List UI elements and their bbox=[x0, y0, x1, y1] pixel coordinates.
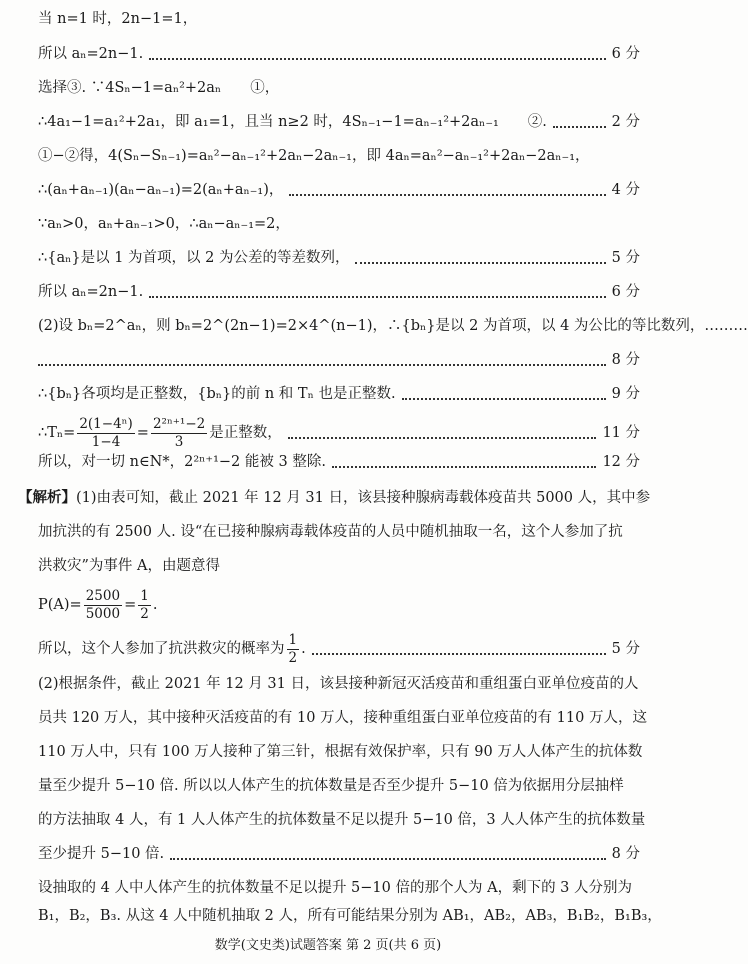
text-line: ∴{aₙ}是以 1 为首项，以 2 为公差的等差数列， 5 分 bbox=[38, 247, 640, 269]
text-line: 至少提升 5−10 倍. 8 分 bbox=[38, 843, 640, 865]
text-line: (2)设 bₙ=2^aₙ，则 bₙ=2^(2n−1)=2×4^(n−1)，∴{bₙ}是以 2 为首项，以 4 为公比的等比数列，……… bbox=[38, 318, 748, 334]
question-18-header: 【解析】 (1)由表可知，截止 2021 年 12 月 31 日，该县接种腺病毒载体疫苗共 5000 人，其中参 bbox=[18, 489, 651, 506]
text-line: 加抗洪的有 2500 人. 设“在已接种腺病毒载体疫苗的人员中随机抽取一名，这个人参加了抗 bbox=[38, 524, 623, 540]
text-line: 所以 aₙ=2n−1. 6 分 bbox=[38, 43, 640, 65]
fraction: $\frac{\text{2²ⁿ⁺¹−2}}{3}$ bbox=[152, 415, 206, 450]
leader-dots bbox=[149, 295, 605, 298]
text-line: 员共 120 万人，其中接种灭活疫苗的有 10 万人，接种重组蛋白亚单位疫苗的有 110 万人，这 bbox=[38, 710, 647, 726]
text-line: 当 n=1 时，2n−1=1， bbox=[38, 11, 198, 27]
text-line: 的方法抽取 4 人，有 1 人人体产生的抗体数量不足以提升 5−10 倍，3 人人体产生的抗体数量 bbox=[38, 812, 646, 828]
formula-line: ∴Tₙ= $\frac{\text{2(1−4ⁿ)}}{1-4}$ = $\frac{\text{2²ⁿ⁺¹−2}}{3}$ 是正整数， 11 分 bbox=[38, 415, 640, 450]
score: 8 分 bbox=[611, 846, 640, 862]
fraction: $\frac{1}{2}$ bbox=[288, 631, 298, 666]
leader-dots bbox=[332, 465, 597, 468]
score: 6 分 bbox=[611, 46, 640, 62]
score: 11 分 bbox=[602, 425, 640, 441]
text-line: (2)根据条件，截止 2021 年 12 月 31 日，该县接种新冠灭活疫苗和重组蛋白亚单位疫苗的人 bbox=[38, 676, 639, 692]
leader-dots bbox=[355, 261, 605, 264]
leader-dots bbox=[289, 193, 605, 196]
score: 8 分 bbox=[611, 352, 640, 368]
formula-line: P(A)= $\frac{2500}{5000}$ = $\frac{1}{2}$ . bbox=[38, 587, 158, 622]
score: 4 分 bbox=[611, 182, 640, 198]
leader-dots bbox=[38, 363, 606, 366]
text-line: ∴(aₙ+aₙ₋₁)(aₙ−aₙ₋₁)=2(aₙ+aₙ₋₁)， 4 分 bbox=[38, 179, 640, 201]
formula-line: 所以，这个人参加了抗洪救灾的概率为 $\frac{1}{2}$ . 5 分 bbox=[38, 631, 640, 666]
leader-dots bbox=[312, 652, 606, 655]
page-footer: 数学(文史类)试题答案 第 2 页(共 6 页) bbox=[214, 938, 442, 953]
text-line: 所以，对一切 n∈N*，2²ⁿ⁺¹−2 能被 3 整除. 12 分 bbox=[38, 451, 640, 473]
text-line: 洪救灾”为事件 A，由题意得 bbox=[38, 558, 220, 574]
score: 2 分 bbox=[611, 114, 640, 130]
score: 5 分 bbox=[611, 250, 640, 266]
text-line: 选择③. ∵4Sₙ−1=aₙ²+2aₙ ①， bbox=[38, 80, 280, 96]
leader-dots bbox=[402, 397, 606, 400]
text-line: ∴4a₁−1=a₁²+2a₁，即 a₁=1，且当 n≥2 时，4Sₙ₋₁−1=aₙ₋₁²+2aₙ₋₁ ②. 2 分 bbox=[38, 111, 640, 133]
leader-dots bbox=[149, 57, 605, 60]
fraction: $\frac{1}{2}$ bbox=[140, 587, 149, 622]
score: 12 分 bbox=[602, 454, 640, 470]
leader-dots bbox=[170, 857, 606, 860]
text-line bbox=[38, 349, 640, 371]
fraction: $\frac{2500}{5000}$ bbox=[85, 587, 121, 622]
fraction: $\frac{\text{2(1−4ⁿ)}}{1-4}$ bbox=[79, 415, 133, 450]
text-line: ∴{bₙ}各项均是正整数，{bₙ}的前 n 和 Tₙ 也是正整数. 9 分 bbox=[38, 383, 640, 405]
text-line: 量至少提升 5−10 倍. 所以以人体产生的抗体数量是否至少提升 5−10 倍为依据用分层抽样 bbox=[38, 778, 624, 794]
leader-dots bbox=[288, 436, 597, 439]
text-line: ①−②得，4(Sₙ−Sₙ₋₁)=aₙ²−aₙ₋₁²+2aₙ−2aₙ₋₁，即 4aₙ=aₙ²−aₙ₋₁²+2aₙ−2aₙ₋₁， bbox=[38, 148, 590, 164]
text-line: 所以 aₙ=2n−1. 6 分 bbox=[38, 281, 640, 303]
text-line: 110 万人中，只有 100 万人接种了第三针，根据有效保护率，只有 90 万人人体产生的抗体数 bbox=[38, 744, 643, 760]
text-line: 设抽取的 4 人中人体产生的抗体数量不足以提升 5−10 倍的那个人为 A，剩下的 3 人分别为 bbox=[38, 880, 633, 896]
text-line: B₁，B₂，B₃. 从这 4 人中随机抽取 2 人，所有可能结果分别为 AB₁，AB₂，AB₃，B₁B₂，B₁B₃， bbox=[38, 908, 662, 924]
score: 5 分 bbox=[611, 641, 640, 657]
score: 9 分 bbox=[611, 386, 640, 402]
score: 6 分 bbox=[611, 284, 640, 300]
text-line: ∵aₙ>0，aₙ+aₙ₋₁>0，∴aₙ−aₙ₋₁=2， bbox=[38, 216, 290, 232]
leader-dots bbox=[553, 125, 606, 128]
